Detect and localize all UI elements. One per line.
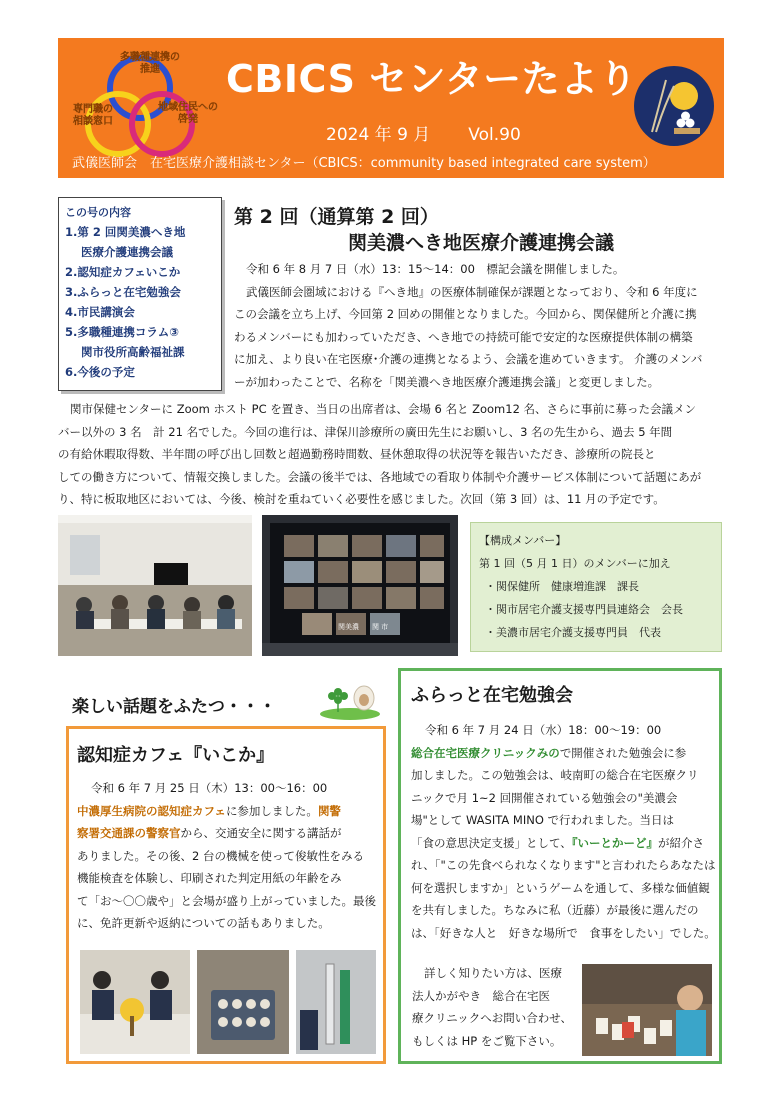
article1-wide-line: り、特に板取地区においては、今後、検討を重ねていく必要性を感じました。次回（第 3 回）は、11 月の予定です。 [58,492,665,506]
study-line: 加しました。この勉強会は、岐南町の総合在宅医療クリ [411,768,699,782]
zoom-tile-label: 関 市 [372,623,389,631]
table-of-contents [58,197,222,391]
cafe-highlight: 関警 [317,803,341,818]
member-line: ・関保健所 健康増進課 課長 [485,580,639,593]
cafe-line: 機能検査を体験し、印刷された判定用紙の年齢をみ [77,871,342,885]
member-line: ・美濃市居宅介護支援専門員 代表 [485,626,661,639]
member-box-title: 【構成メンバー】 [479,534,567,547]
toc-item: 1.第 2 回関美濃へき地 [65,225,186,239]
logo-text-left: 専門職の 相談窓口 [73,104,113,127]
cafe-body [77,777,375,935]
study-tail-line: 療クリニックへお問い合わせ、 [412,1011,572,1025]
article1-line: この会議を立ち上げ、今回第 2 回めの開催となりました。今回から、関保健所と介護に携 [234,307,697,321]
study-text: 「食の意思決定支援」として、 [411,835,572,850]
cafe-highlight: 察署交通課の警察官 [77,826,181,840]
cafe-device-photo [296,950,376,1054]
study-line: ニックで月 1~2 回開催されている勉強会の"美濃会 [411,790,678,805]
cafe-title: 認知症カフェ『いこか』 [77,745,275,766]
toc-item: 2.認知症カフェいこか [65,265,181,279]
cafe-police-photo [80,950,190,1054]
newsletter-header [58,38,724,178]
article1-line: に加え、より良い在宅医療･介護の連携となるよう、会議を進めていきます。 介護のメンバ [234,352,703,366]
card-game-photo [582,964,712,1056]
member-line: ・関市居宅介護支援専門員連絡会 会長 [485,603,683,616]
toc-title: この号の内容 [65,206,131,219]
meeting-room-photo [58,515,252,656]
cafe-line: て「お〜〇〇歳や」と会場が盛り上がっていました。最後 [77,893,376,908]
study-highlight: 総合在宅医療クリニックみの [411,745,560,760]
study-body [411,719,716,944]
study-tail-line: もしくは HP をご覧下さい。 [412,1033,562,1048]
article1-wide-line: 関市保健センターに Zoom ホスト PC を置き、当日の出席者は、会場 6 名と Zoom12 名、さらに事前に募った会議メン [70,402,697,416]
article1-wide-line: の有給休暇取得数、半年間の呼び出し回数と超過勤務時間数、昼休憩取得の状況等を報告いただき、診療所の院長と [58,447,656,461]
study-tail-line: 詳しく知りたい方は、医療 [424,966,562,980]
study-line [411,742,709,765]
issue-line [326,120,521,145]
fun-topics-title: 楽しい話題をふたつ・・・ [72,697,276,717]
article1-line: 令和 6 年 8 月 7 日（水）13：15〜14：00 標記会議を開催しました。 [246,262,625,276]
organization-name: 武儀医師会 在宅医療介護相談センター（CBICS：community based integrated care system） [72,156,656,171]
study-line: 場"として WASITA MINO で行われました。当日は [411,813,675,827]
toc-item: 3.ふらっと在宅勉強会 [65,285,181,299]
study-line: れ、「"この先食べられなくなります"と言われたらあなたは [411,858,716,872]
article1-title-line1: 第 2 回（通算第 2 回） [234,206,439,228]
article1-line: わるメンバーにも加わっていただき、へき地での持続可能で安定的な医療提供体制の構築 [234,329,693,344]
study-title: ふらっと在宅勉強会 [411,685,573,706]
study-tail-line: 法人かがやき 総合在宅医 [412,988,550,1003]
cafe-line [77,800,375,823]
study-contact-text [412,962,572,1052]
toc-item: 関市役所高齢福祉課 [81,345,185,359]
article1-title-line2: 関美濃へき地医療介護連携会議 [348,232,615,254]
cafe-reaction-test-photo [197,950,289,1054]
cafe-line [77,822,375,845]
newsletter-title: CBICS センターたより [226,57,638,101]
article1-body [234,258,730,393]
moon-viewing-icon [634,66,714,146]
cafe-highlight: 中濃厚生病院の認知症カフェ [77,803,226,818]
cafe-text: から、交通安全に関する講話が [180,826,342,840]
study-text: で開催された勉強会に参 [559,745,687,760]
study-line [411,832,709,855]
article1-wide-line: しての働き方について、情報交換しました。会議の後半では、各地域での看取り体制や介護サービス体制について話題にあが [58,469,702,484]
study-text: が紹介さ [658,835,705,850]
zoom-screen-photo [262,515,458,656]
member-list-box [470,522,722,652]
issue-date: 2024 年 9 月 [326,125,431,145]
article1-wide-line: バー以外の 3 名 計 21 名でした。今回の進行は、津保川診療所の廣田先生にお願いし、3 名の先生から、過去 5 年間 [58,424,673,439]
zoom-tile-label: 関美濃 [338,623,359,631]
toc-item: 5.多職種連携コラム③ [65,325,179,339]
logo-text-top: 多職種連携の 推進 [120,52,180,75]
article1-line: 武儀医師会圏域における『へき地』の医療体制確保が課題となっており、令和 6 年度に [246,284,698,299]
study-highlight: 『いーとかーど』 [571,835,659,850]
article1-line: ーが加わったことで、名称を「関美濃へき地医療介護連携会議」と変更しました。 [234,374,660,389]
study-line: 令和 6 年 7 月 24 日（水）18：00〜19：00 [425,723,662,737]
study-line: 何を選択しますか」というゲームを通して、多様な価値観 [411,880,710,895]
study-line: を共有しました。ちなみに私（近藤）が最後に選んだの [411,903,699,917]
logo-text-right: 地域住民への 啓発 [158,102,218,125]
cafe-line: に、免許更新や返納についての話もありました。 [77,916,330,930]
study-line: は、「好きな人と 好きな場所で 食事をしたい」でした。 [411,925,716,940]
article1-body-wide [58,398,730,511]
clover-sheep-icon [318,676,382,720]
cafe-text: に参加しました。 [225,803,318,818]
toc-item: 4.市民講演会 [65,305,135,319]
issue-volume: Vol.90 [468,125,521,145]
cafe-line: ありました。その後、2 台の機械を使って俊敏性をみる [77,848,364,863]
toc-item: 6.今後の予定 [65,365,135,379]
cafe-line: 令和 6 年 7 月 25 日（木）13：00〜16：00 [91,781,328,795]
toc-item: 医療介護連携会議 [81,245,173,259]
member-line: 第 1 回（5 月 1 日）のメンバーに加え [479,557,671,570]
